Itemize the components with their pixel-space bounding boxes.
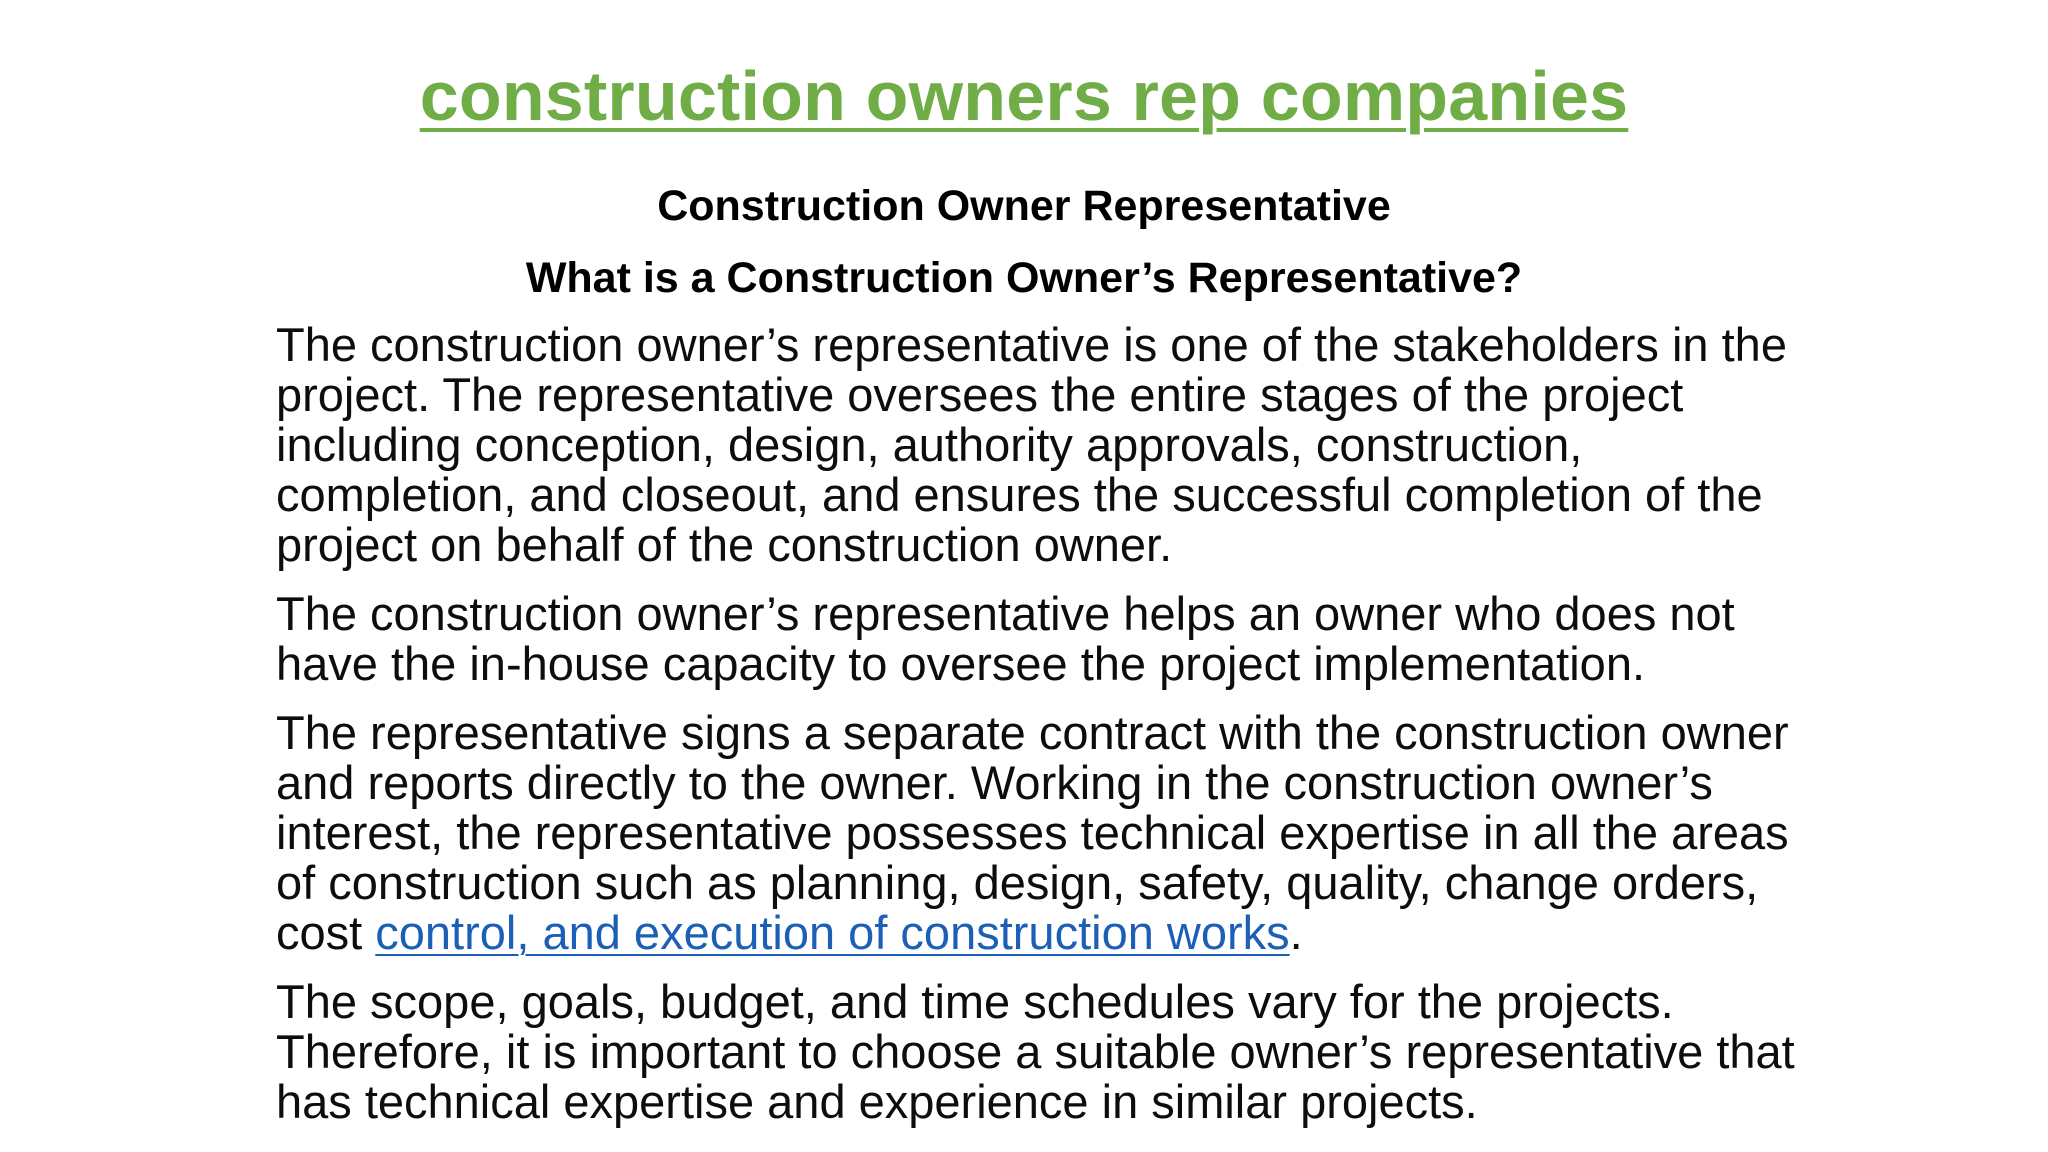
construction-works-link[interactable]: control, and execution of construction works	[375, 906, 1290, 959]
question-heading: What is a Construction Owner’s Representative?	[525, 254, 1523, 302]
paragraph-3	[276, 708, 1806, 958]
paragraph-3-text: The representative signs a separate contract with the construction owner and reports directly to the owner. Working in the construction owner’s interest, the representative possesses technical expertise in all the areas of construction such as planning, design, safety, quality, change orders, cost	[276, 706, 1789, 959]
slide-title: construction owners rep companies	[419, 57, 1629, 135]
section-heading: Construction Owner Representative	[657, 182, 1391, 230]
paragraph-1: The construction owner’s representative is one of the stakeholders in the project. The representative oversees the entire stages of the project including conception, design, authority approvals, construction, completion, and closeout, and ensures the successful completion of the project on behalf of the construction owner.	[276, 318, 1787, 571]
body-text	[276, 320, 1806, 1146]
paragraph-3-end: .	[1289, 906, 1303, 959]
paragraph-4: The scope, goals, budget, and time schedules vary for the projects. Therefore, it is important to choose a suitable owner’s representative that has technical expertise and experience in similar projects.	[276, 975, 1795, 1128]
paragraph-2: The construction owner’s representative helps an owner who does not have the in-house capacity to oversee the project implementation.	[276, 587, 1735, 690]
